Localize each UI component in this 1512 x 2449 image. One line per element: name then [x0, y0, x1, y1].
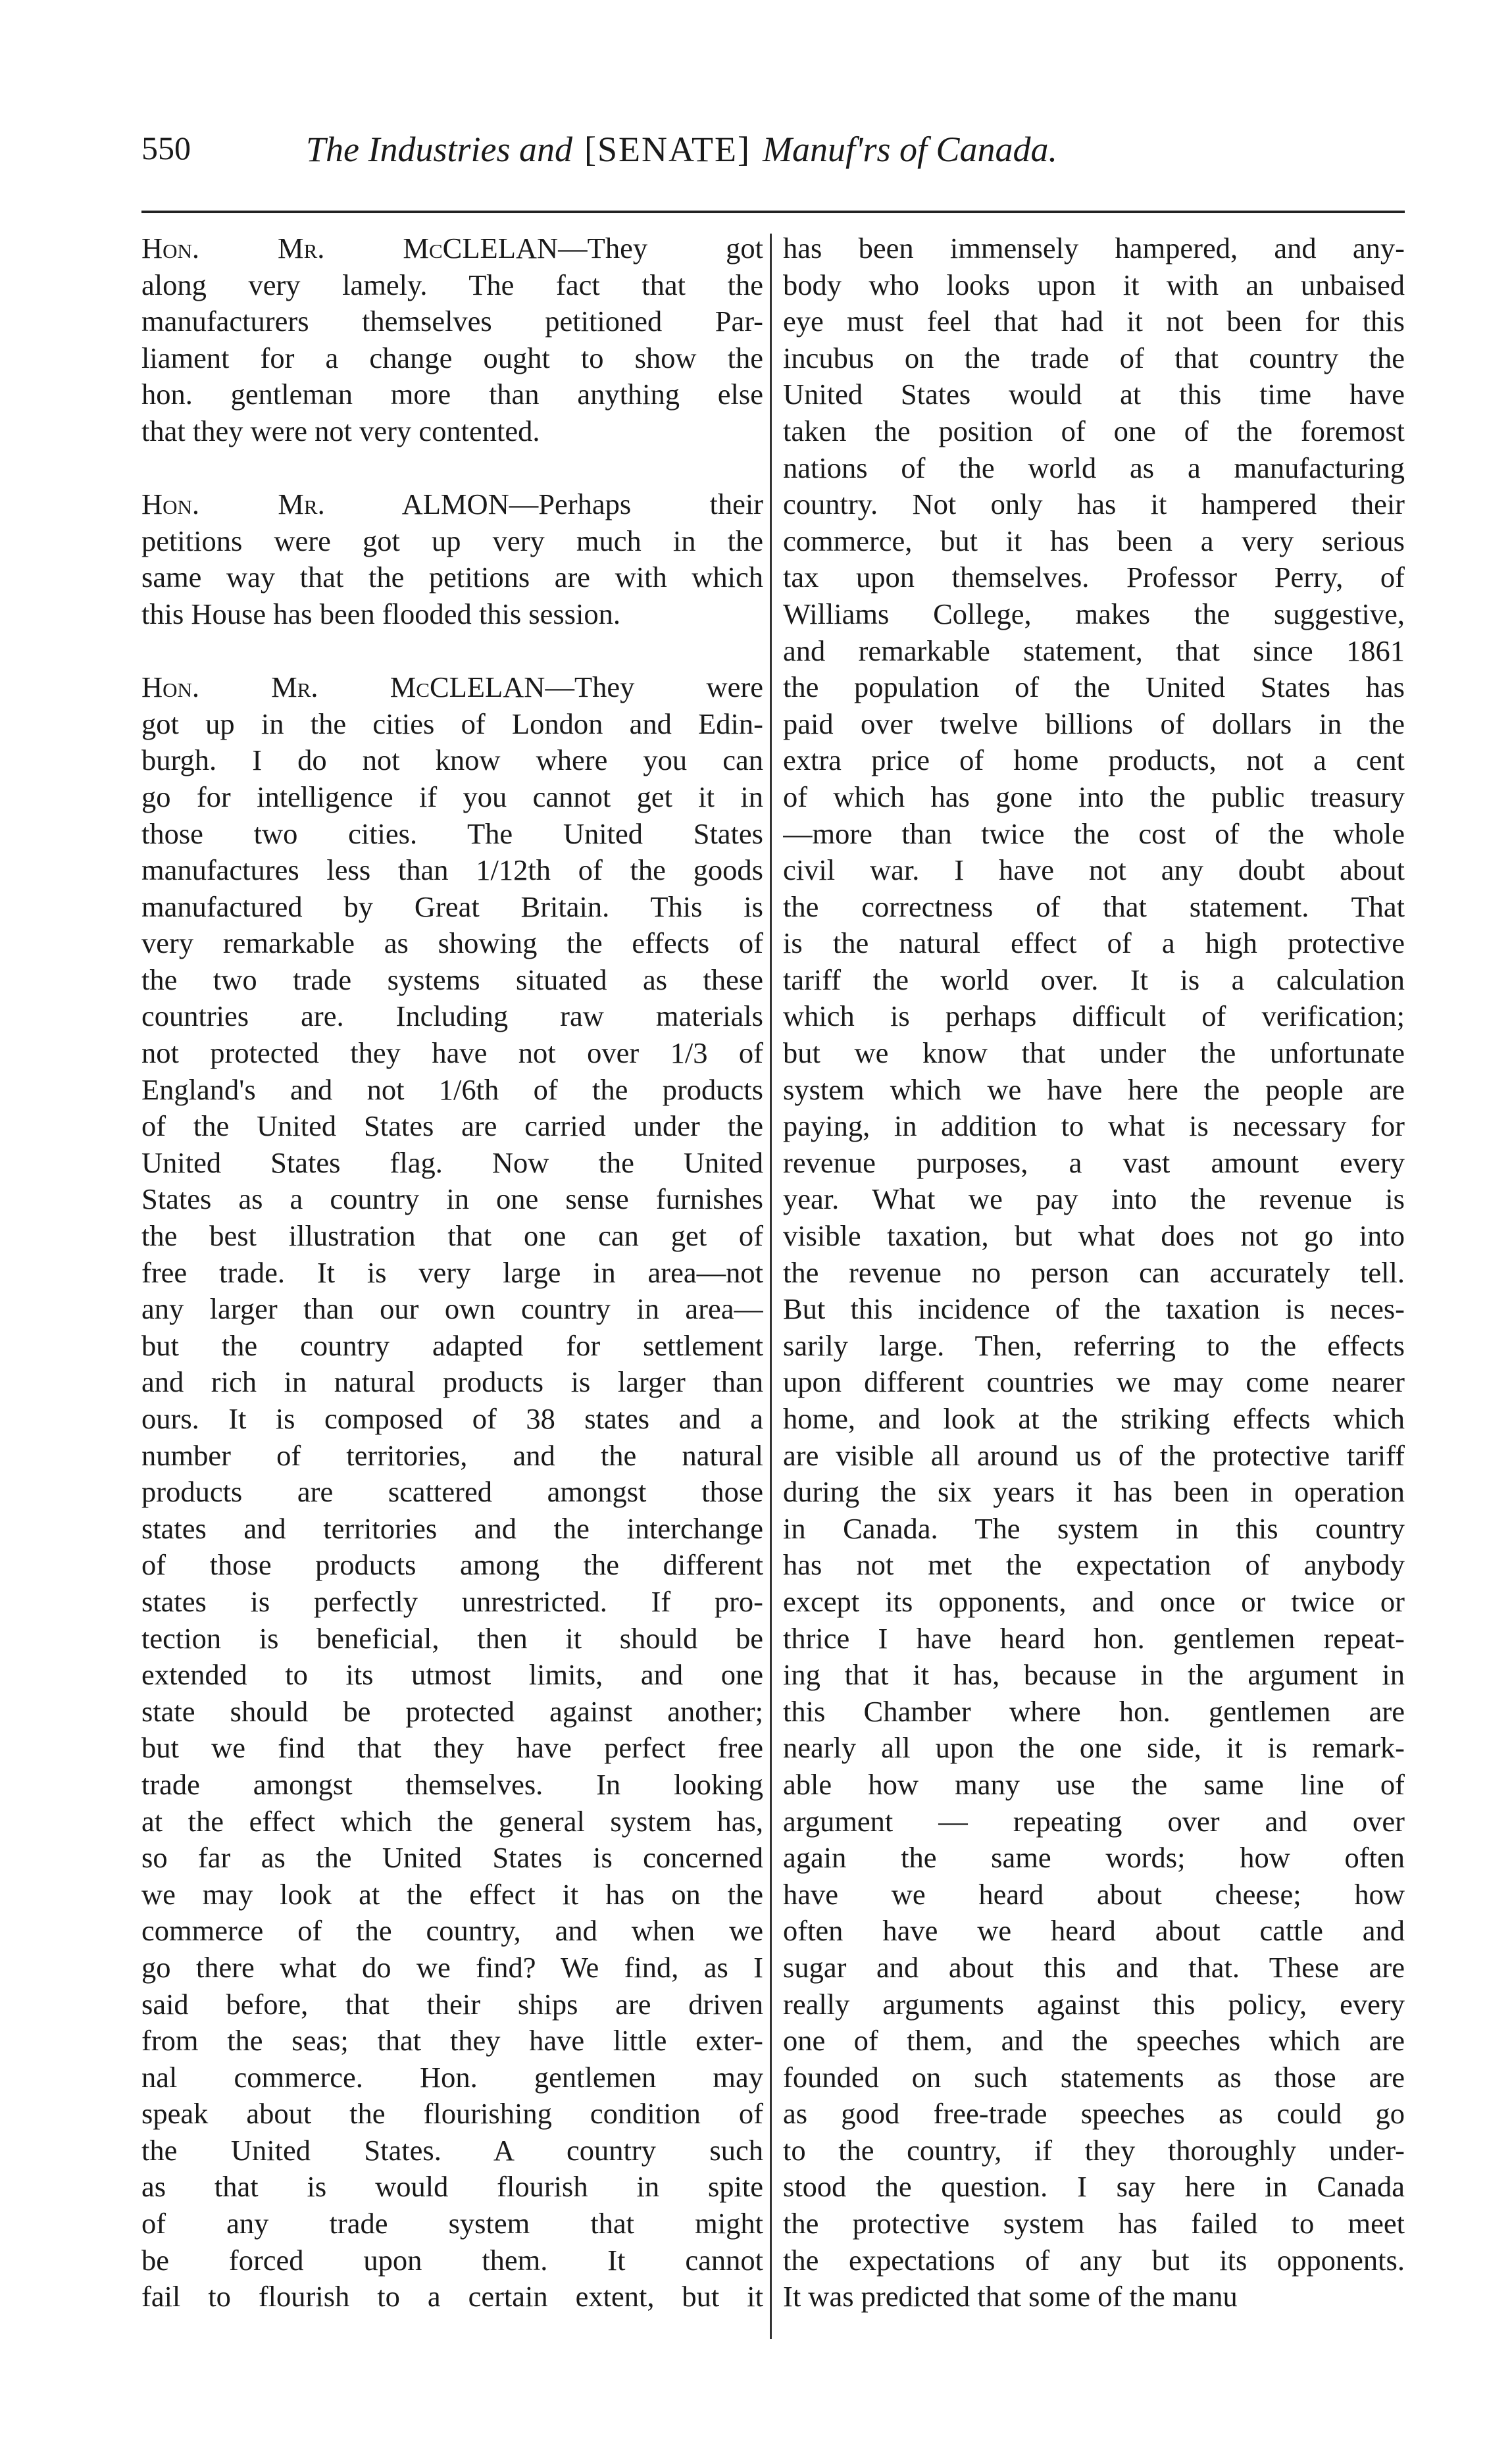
running-title-left: The Industries and	[306, 130, 572, 169]
text-line: of the United States are carried under the	[141, 1109, 763, 1143]
text-line: States as a country in one sense furnishes	[141, 1182, 763, 1216]
running-title-right: Manuf'rs of Canada.	[762, 130, 1058, 169]
speaker-name: Hon. Mr. McCLELAN	[141, 670, 545, 704]
text-line: speak about the flourishing condition of	[141, 2097, 763, 2131]
text-line: of those products among the different	[141, 1548, 763, 1582]
speaker-line	[141, 230, 763, 267]
text-line: visible taxation, but what does not go into	[783, 1219, 1405, 1253]
text-line: but we know that under the unfortunate	[783, 1036, 1405, 1070]
text-line: ours. It is composed of 38 states and a	[141, 1402, 763, 1435]
text-line: tax upon themselves. Professor Perry, of	[783, 561, 1405, 594]
text-line: able how many use the same line of	[783, 1767, 1405, 1801]
text-line: really arguments against this policy, every	[783, 1987, 1405, 2021]
text-line: United States flag. Now the United	[141, 1146, 763, 1179]
text-line: of any trade system that might	[141, 2207, 763, 2240]
text-line: and rich in natural products is larger than	[141, 1365, 763, 1399]
text-line: thrice I have heard hon. gentlemen repeat-	[783, 1621, 1405, 1655]
text-line: stood the question. I say here in Canada	[783, 2170, 1405, 2204]
text-line: go for intelligence if you cannot get it in	[141, 780, 763, 813]
text-line: taken the position of one of the foremost	[783, 414, 1405, 447]
text-line: But this incidence of the taxation is neces-	[783, 1292, 1405, 1326]
text-line: sugar and about this and that. These are	[783, 1950, 1405, 1984]
text-line: any larger than our own country in area—	[141, 1292, 763, 1326]
text-line: the expectations of any but its opponents.	[783, 2243, 1405, 2277]
text-line: system which we have here the people are	[783, 1073, 1405, 1106]
column-divider	[770, 234, 772, 2339]
speaker-text: —Perhaps their	[509, 488, 763, 521]
text-line: one of them, and the speeches which are	[783, 2024, 1405, 2058]
text-line: said before, that their ships are driven	[141, 1987, 763, 2021]
text-line: which is perhaps difficult of verification;	[783, 999, 1405, 1033]
text-line: along very lamely. The fact that the	[141, 268, 763, 301]
text-line: It was predicted that some of the manu	[783, 2280, 1238, 2313]
text-line: manufactured by Great Britain. This is	[141, 890, 763, 923]
text-line: eye must feel that had it not been for this	[783, 305, 1405, 338]
text-line: extended to its utmost limits, and one	[141, 1658, 763, 1692]
text-line: to the country, if they thoroughly under-	[783, 2133, 1405, 2167]
text-line: that they were not very contented.	[141, 414, 540, 447]
text-line: often have we heard about cattle and	[783, 1914, 1405, 1948]
text-line: number of territories, and the natural	[141, 1438, 763, 1472]
text-line: countries are. Including raw materials	[141, 999, 763, 1033]
text-line: ing that it has, because in the argument in	[783, 1658, 1405, 1692]
left-column	[141, 230, 763, 2315]
paragraph-gap	[141, 450, 763, 487]
text-line: the revenue no person can accurately tell.	[783, 1255, 1405, 1289]
text-line: from the seas; that they have little exter-	[141, 2024, 763, 2058]
text-line: Williams College, makes the suggestive,	[783, 597, 1405, 630]
text-line: —more than twice the cost of the whole	[783, 817, 1405, 850]
running-header	[141, 129, 1313, 182]
text-line: manufacturers themselves petitioned Par-	[141, 305, 763, 338]
text-line: year. What we pay into the revenue is	[783, 1182, 1405, 1216]
text-line: got up in the cities of London and Edin-	[141, 707, 763, 740]
text-line: state should be protected against another;	[141, 1694, 763, 1728]
text-line: burgh. I do not know where you can	[141, 744, 763, 777]
text-line: England's and not 1/6th of the products	[141, 1073, 763, 1106]
text-line: the protective system has failed to meet	[783, 2207, 1405, 2240]
text-line: tection is beneficial, then it should be	[141, 1621, 763, 1655]
text-line: those two cities. The United States	[141, 817, 763, 850]
paragraph-gap	[141, 633, 763, 670]
text-line: upon different countries we may come nearer	[783, 1365, 1405, 1399]
text-line: fail to flourish to a certain extent, but it	[141, 2280, 763, 2313]
speaker-line	[141, 486, 763, 523]
text-line: except its opponents, and once or twice or	[783, 1584, 1405, 1618]
text-line: are visible all around us of the protective tariff	[783, 1438, 1405, 1472]
speaker-line	[141, 669, 763, 706]
header-rule	[141, 211, 1405, 213]
text-line: founded on such statements as those are	[783, 2060, 1405, 2094]
text-line: as good free-trade speeches as could go	[783, 2097, 1405, 2131]
running-title	[306, 129, 1057, 170]
text-line: the two trade systems situated as these	[141, 963, 763, 996]
text-line: not protected they have not over 1/3 of	[141, 1036, 763, 1070]
text-line: country. Not only has it hampered their	[783, 488, 1405, 521]
text-line: this House has been flooded this session.	[141, 597, 620, 630]
text-line: very remarkable as showing the effects of	[141, 926, 763, 960]
text-line: extra price of home products, not a cent	[783, 744, 1405, 777]
text-line: nal commerce. Hon. gentlemen may	[141, 2060, 763, 2094]
text-line: home, and look at the striking effects which	[783, 1402, 1405, 1435]
text-line: the correctness of that statement. That	[783, 890, 1405, 923]
text-line: during the six years it has been in operation	[783, 1475, 1405, 1509]
speaker-text: —They got	[558, 232, 763, 265]
text-line: go there what do we find? We find, as I	[141, 1950, 763, 1984]
text-line: commerce of the country, and when we	[141, 1914, 763, 1948]
text-line: incubus on the trade of that country the	[783, 341, 1405, 374]
text-line: states is perfectly unrestricted. If pro-	[141, 1584, 763, 1618]
text-line: so far as the United States is concerned	[141, 1841, 763, 1875]
text-line: at the effect which the general system has,	[141, 1804, 763, 1838]
text-line: has not met the expectation of anybody	[783, 1548, 1405, 1582]
text-line: is the natural effect of a high protective	[783, 926, 1405, 960]
text-line: but the country adapted for settlement	[141, 1328, 763, 1362]
text-line: be forced upon them. It cannot	[141, 2243, 763, 2277]
text-line: but we find that they have perfect free	[141, 1731, 763, 1765]
text-line: tariff the world over. It is a calculation	[783, 963, 1405, 996]
text-line: of which has gone into the public treasury	[783, 780, 1405, 813]
text-line: nearly all upon the one side, it is remark-	[783, 1731, 1405, 1765]
text-line: the United States. A country such	[141, 2133, 763, 2167]
text-line: products are scattered amongst those	[141, 1475, 763, 1509]
text-line: states and territories and the interchange	[141, 1511, 763, 1545]
text-line: liament for a change ought to show the	[141, 341, 763, 374]
text-line: sarily large. Then, referring to the effects	[783, 1328, 1405, 1362]
text-line: free trade. It is very large in area—not	[141, 1255, 763, 1289]
speaker-name: Hon. Mr. McCLELAN	[141, 232, 559, 265]
text-line: the population of the United States has	[783, 670, 1405, 704]
text-line: hon. gentleman more than anything else	[141, 378, 763, 411]
text-line: revenue purposes, a vast amount every	[783, 1146, 1405, 1179]
text-line: commerce, but it has been a very serious	[783, 524, 1405, 557]
text-line: in Canada. The system in this country	[783, 1511, 1405, 1545]
right-column	[783, 230, 1405, 2315]
text-line: civil war. I have not any doubt about	[783, 853, 1405, 887]
text-line: again the same words; how often	[783, 1841, 1405, 1875]
text-line: manufactures less than 1/12th of the goods	[141, 853, 763, 887]
text-line: the best illustration that one can get of	[141, 1219, 763, 1253]
text-line: paying, in addition to what is necessary for	[783, 1109, 1405, 1143]
text-line: same way that the petitions are with which	[141, 561, 763, 594]
text-line: United States would at this time have	[783, 378, 1405, 411]
text-line: body who looks upon it with an unbaised	[783, 268, 1405, 301]
text-line: trade amongst themselves. In looking	[141, 1767, 763, 1801]
text-line: petitions were got up very much in the	[141, 524, 763, 557]
text-line: this Chamber where hon. gentlemen are	[783, 1694, 1405, 1728]
text-line: we may look at the effect it has on the	[141, 1877, 763, 1911]
text-line: paid over twelve billions of dollars in the	[783, 707, 1405, 740]
text-line: nations of the world as a manufacturing	[783, 451, 1405, 484]
text-line: argument — repeating over and over	[783, 1804, 1405, 1838]
text-line: as that is would flourish in spite	[141, 2170, 763, 2204]
speaker-name: Hon. Mr. ALMON	[141, 488, 509, 521]
text-line: and remarkable statement, that since 1861	[783, 634, 1405, 667]
text-line: has been immensely hampered, and any-	[783, 232, 1405, 265]
text-line: have we heard about cheese; how	[783, 1877, 1405, 1911]
speaker-text: —They were	[545, 670, 763, 704]
running-title-middle: [SENATE]	[584, 130, 751, 169]
page-number: 550	[141, 130, 191, 166]
